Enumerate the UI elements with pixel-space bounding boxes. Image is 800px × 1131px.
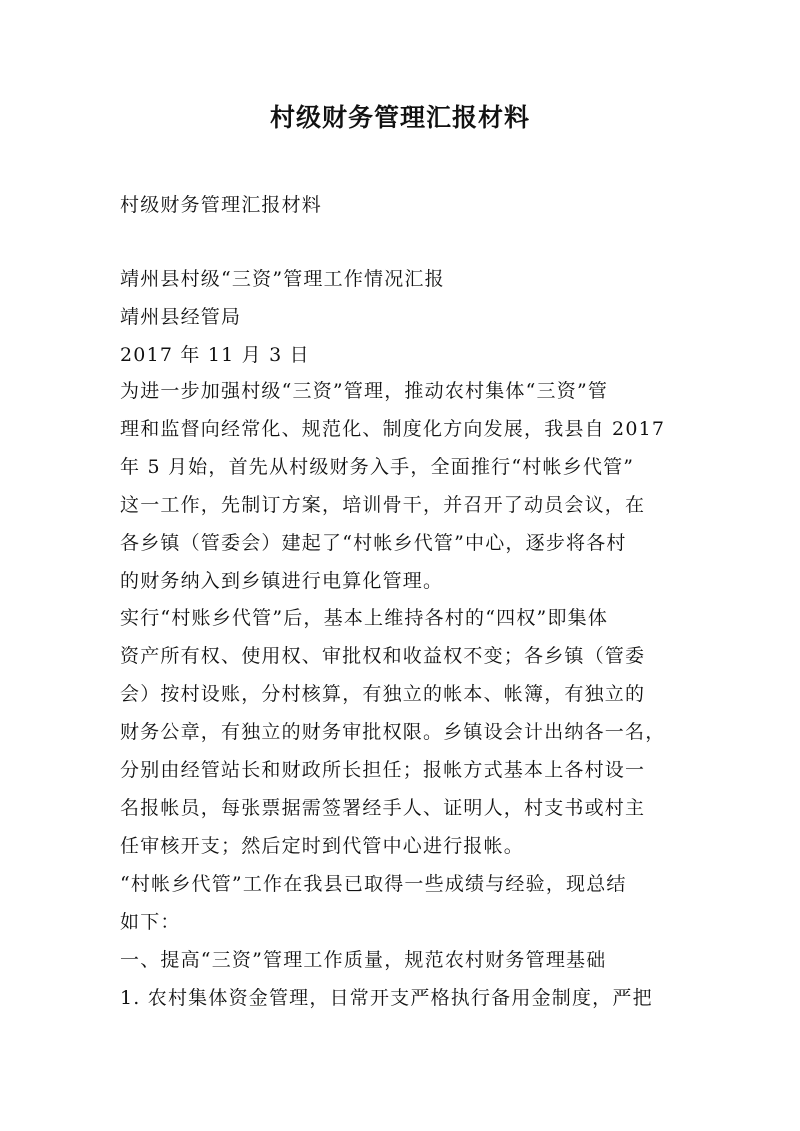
document-title: 村级财务管理汇报材料 bbox=[269, 103, 530, 132]
author-line: 靖州县经管局 bbox=[120, 306, 242, 328]
paragraph-line: 会）按村设账，分村核算，有独立的帐本、帐簿，有独立的 bbox=[120, 683, 646, 705]
paragraph-line: 年 5 月始，首先从村级财务入手，全面推行“村帐乡代管” bbox=[120, 456, 635, 478]
paragraph-line: 各乡镇（管委会）建起了“村帐乡代管”中心，逐步将各村 bbox=[120, 532, 627, 554]
paragraph-line: 的财务纳入到乡镇进行电算化管理。 bbox=[120, 570, 444, 592]
paragraph-line: 如下： bbox=[120, 911, 181, 933]
paragraph-line: 财务公章，有独立的财务审批权限。乡镇设会计出纳各一名， bbox=[120, 721, 666, 743]
paragraph-line: 分别由经管站长和财政所长担任；报帐方式基本上各村设一 bbox=[120, 759, 646, 781]
paragraph-line: 理和监督向经常化、规范化、制度化方向发展，我县自 2017 bbox=[120, 418, 666, 440]
paragraph-line: “村帐乡代管”工作在我县已取得一些成绩与经验，现总结 bbox=[120, 873, 627, 895]
paragraph-line: 实行“村账乡代管”后，基本上维持各村的“四权”即集体 bbox=[120, 607, 609, 629]
subtitle-line: 村级财务管理汇报材料 bbox=[120, 194, 323, 216]
paragraph-line: 名报帐员，每张票据需签署经手人、证明人，村支书或村主 bbox=[120, 797, 646, 819]
date-line: 2017 年 11 月 3 日 bbox=[120, 344, 310, 366]
paragraph-line: 资产所有权、使用权、审批权和收益权不变；各乡镇（管委 bbox=[120, 645, 646, 667]
paragraph-line: 1. 农村集体资金管理，日常开支严格执行备用金制度，严把 bbox=[120, 987, 653, 1009]
report-title-line: 靖州县村级“三资”管理工作情况汇报 bbox=[120, 268, 445, 290]
paragraph-line: 为进一步加强村级“三资”管理，推动农村集体“三资”管 bbox=[120, 380, 609, 402]
paragraph-line: 这一工作，先制订方案，培训骨干，并召开了动员会议，在 bbox=[120, 494, 646, 516]
section-heading-line: 一、提高“三资”管理工作质量，规范农村财务管理基础 bbox=[120, 949, 607, 971]
paragraph-line: 任审核开支；然后定时到代管中心进行报帐。 bbox=[120, 835, 525, 857]
